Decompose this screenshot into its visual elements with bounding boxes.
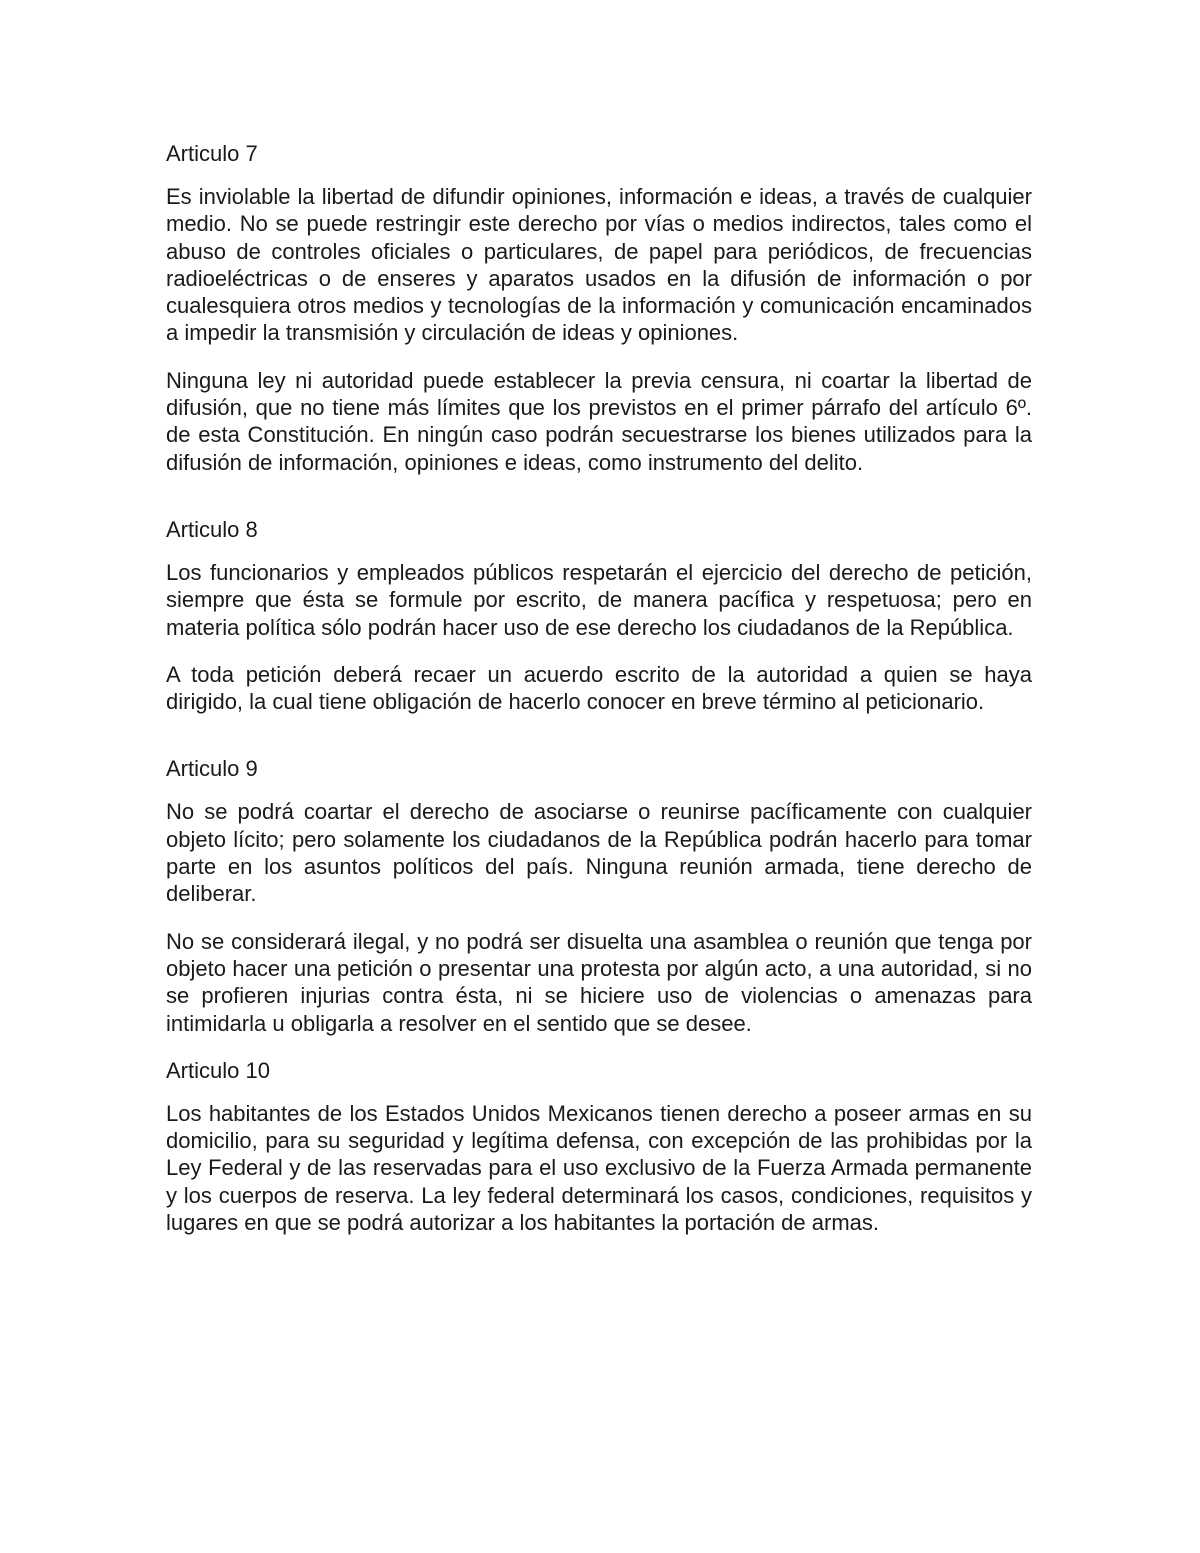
article-paragraph: A toda petición deberá recaer un acuerdo escrito de la autoridad a quien se haya dirigido, la cual tiene obligación de hacerlo conocer en breve término al peticionario. (166, 661, 1032, 715)
article-heading: Articulo 9 (166, 756, 258, 782)
article-heading: Articulo 10 (166, 1057, 270, 1083)
article-heading: Articulo 8 (166, 516, 258, 542)
article-paragraph: Es inviolable la libertad de difundir opiniones, información e ideas, a través de cualquier medio. No se puede restringir este derecho por vías o medios indirectos, tales como el abuso de controles oficiales o particulares, de papel para periódicos, de frecuencias radioeléctricas o de enseres y aparatos usados en la difusión de información o por cualesquiera otros medios y tecnologías de la información y comunicación encaminados a impedir la transmisión y circulación de ideas y opiniones. (166, 184, 1032, 346)
article-7 (166, 140, 1032, 476)
article-heading: Articulo 7 (166, 141, 258, 166)
article-10 (166, 1057, 1032, 1236)
article-paragraph: Los funcionarios y empleados públicos respetarán el ejercicio del derecho de petición, siempre que ésta se formule por escrito, de manera pacífica y respetuosa; pero en materia política sólo podrán hacer uso de ese derecho los ciudadanos de la República. (166, 559, 1032, 640)
article-paragraph: Ninguna ley ni autoridad puede establecer la previa censura, ni coartar la libertad de difusión, que no tiene más límites que los previstos en el primer párrafo del artículo 6º. de esta Constitución. En ningún caso podrán secuestrarse los bienes utilizados para la difusión de información, opiniones e ideas, como instrumento del delito. (166, 367, 1032, 475)
article-paragraph: No se podrá coartar el derecho de asociarse o reunirse pacíficamente con cualquier objeto lícito; pero solamente los ciudadanos de la República podrán hacerlo para tomar parte en los asuntos políticos del país. Ninguna reunión armada, tiene derecho de deliberar. (166, 799, 1032, 907)
article-8 (166, 516, 1032, 715)
article-paragraph: Los habitantes de los Estados Unidos Mexicanos tienen derecho a poseer armas en su domicilio, para su seguridad y legítima defensa, con excepción de las prohibidas por la Ley Federal y de las reservadas para el uso exclusivo de la Fuerza Armada permanente y los cuerpos de reserva. La ley federal determinará los casos, condiciones, requisitos y lugares en que se podrá autorizar a los habitantes la portación de armas. (166, 1100, 1032, 1236)
article-paragraph: No se considerará ilegal, y no podrá ser disuelta una asamblea o reunión que tenga por objeto hacer una petición o presentar una protesta por algún acto, a una autoridad, si no se profieren injurias contra ésta, ni se hiciere uso de violencias o amenazas para intimidarla u obligarla a resolver en el sentido que se desee. (166, 928, 1032, 1036)
document-page (166, 140, 1032, 1256)
article-9 (166, 755, 1032, 1036)
